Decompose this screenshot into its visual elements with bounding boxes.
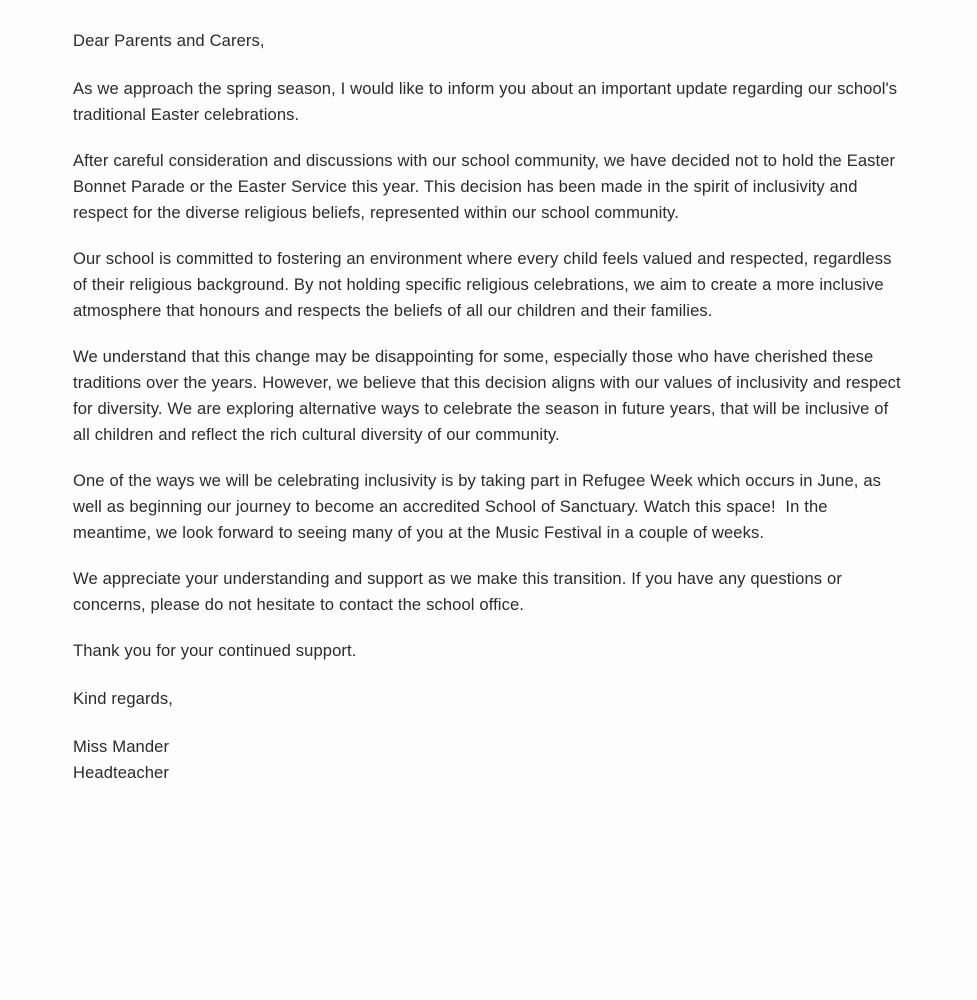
letter-body (73, 28, 909, 786)
paragraph-thanks: Thank you for your continued support. (73, 641, 357, 660)
signature-title: Headteacher (73, 763, 169, 782)
paragraph-decision: After careful consideration and discussions with our school community, we have decided not to hold the Easter Bonnet Parade or the Easter Service this year. This decision has been made in the spirit of inclusivity and respect for the diverse religious beliefs, represented within our school community. (73, 151, 901, 222)
closing-salutation: Kind regards, (73, 689, 173, 708)
salutation: Dear Parents and Carers, (73, 31, 265, 50)
paragraph-refugee-week: One of the ways we will be celebrating inclusivity is by taking part in Refugee Week which occurs in June, as well as beginning our journey to become an accredited School of Sanctuary. Watch this space! In the meantime, we look forward to seeing many of you at the Music Festival in a couple of weeks. (73, 471, 886, 542)
paragraph-commitment: Our school is committed to fostering an environment where every child feels valued and respected, regardless of their religious background. By not holding specific religious celebrations, we aim to create a more inclusive atmosphere that honours and respects the beliefs of all our children and their families. (73, 249, 897, 320)
signature-name: Miss Mander (73, 737, 170, 756)
paragraph-understanding: We understand that this change may be disappointing for some, especially those who have cherished these traditions over the years. However, we believe that this decision aligns with our values of inclusivity and respect for diversity. We are exploring alternative ways to celebrate the season in future years, that will be inclusive of all children and reflect the rich cultural diversity of our community. (73, 347, 906, 444)
paragraph-intro: As we approach the spring season, I would like to inform you about an important update regarding our school's traditional Easter celebrations. (73, 79, 903, 124)
paragraph-contact: We appreciate your understanding and support as we make this transition. If you have any questions or concerns, please do not hesitate to contact the school office. (73, 569, 847, 614)
